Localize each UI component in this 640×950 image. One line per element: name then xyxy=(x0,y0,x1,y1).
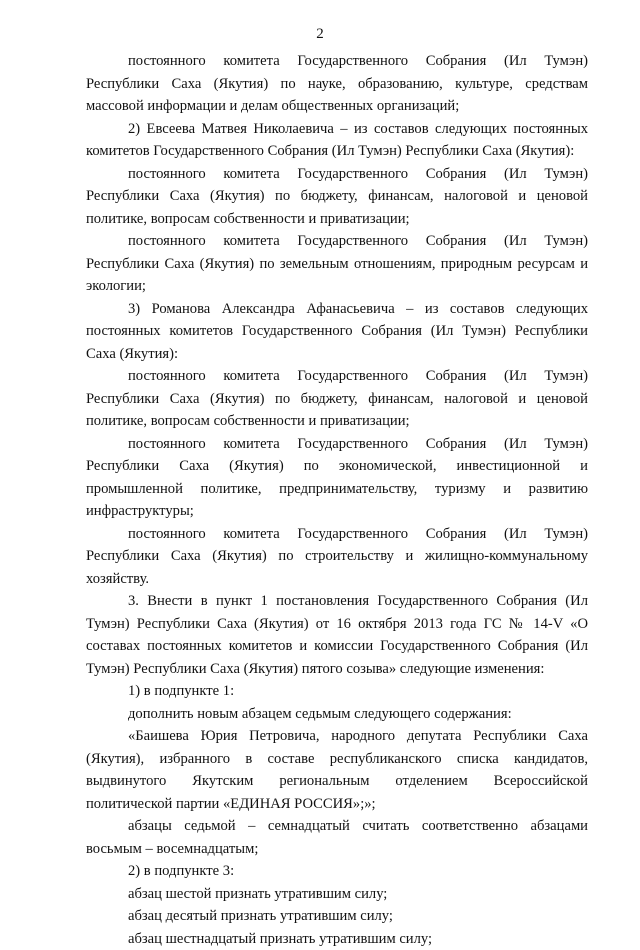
paragraph-15: абзац шестой признать утратившим силу; xyxy=(86,883,588,906)
paragraph-1: постоянного комитета Государственного Собрания (Ил Тумэн) Республики Саха (Якутия) по науке, образованию, культуре, средствам массовой информации и делам общественных организаций; xyxy=(86,50,588,118)
paragraph-4: постоянного комитета Государственного Собрания (Ил Тумэн) Республики Саха (Якутия) по земельным отношениям, природным ресурсам и экологии; xyxy=(86,230,588,298)
paragraph-11: дополнить новым абзацем седьмым следующего содержания: xyxy=(86,703,588,726)
document-body xyxy=(86,50,588,950)
paragraph-8: постоянного комитета Государственного Собрания (Ил Тумэн) Республики Саха (Якутия) по строительству и жилищно-коммунальному хозяйству. xyxy=(86,523,588,591)
paragraph-9: 3. Внести в пункт 1 постановления Государственного Собрания (Ил Тумэн) Республики Саха (Якутия) от 16 октября 2013 года ГС № 14-V «О составах постоянных комитетов и комиссии Государственного Собрания (Ил Тумэн) Республики Саха (Якутия) пятого созыва» следующие изменения: xyxy=(86,590,588,680)
paragraph-12: «Баишева Юрия Петровича, народного депутата Республики Саха (Якутия), избранного в составе республиканского списка кандидатов, выдвинутого Якутским региональным отделением Всероссийской политической партии «ЕДИНАЯ РОССИЯ»;»; xyxy=(86,725,588,815)
paragraph-3: постоянного комитета Государственного Собрания (Ил Тумэн) Республики Саха (Якутия) по бюджету, финансам, налоговой и ценовой политике, вопросам собственности и приватизации; xyxy=(86,163,588,231)
paragraph-5: 3) Романова Александра Афанасьевича – из составов следующих постоянных комитетов Государственного Собрания (Ил Тумэн) Республики Саха (Якутия): xyxy=(86,298,588,366)
paragraph-7: постоянного комитета Государственного Собрания (Ил Тумэн) Республики Саха (Якутия) по экономической, инвестиционной и промышленной политике, предпринимательству, туризму и развитию инфраструктуры; xyxy=(86,433,588,523)
paragraph-6: постоянного комитета Государственного Собрания (Ил Тумэн) Республики Саха (Якутия) по бюджету, финансам, налоговой и ценовой политике, вопросам собственности и приватизации; xyxy=(86,365,588,433)
paragraph-13: абзацы седьмой – семнадцатый считать соответственно абзацами восьмым – восемнадцатым; xyxy=(86,815,588,860)
paragraph-16: абзац десятый признать утратившим силу; xyxy=(86,905,588,928)
paragraph-17: абзац шестнадцатый признать утратившим силу; xyxy=(86,928,588,950)
paragraph-14: 2) в подпункте 3: xyxy=(86,860,588,883)
paragraph-10: 1) в подпункте 1: xyxy=(86,680,588,703)
paragraph-2: 2) Евсеева Матвея Николаевича – из составов следующих постоянных комитетов Государственного Собрания (Ил Тумэн) Республики Саха (Якутия): xyxy=(86,118,588,163)
page-number: 2 xyxy=(0,26,640,43)
